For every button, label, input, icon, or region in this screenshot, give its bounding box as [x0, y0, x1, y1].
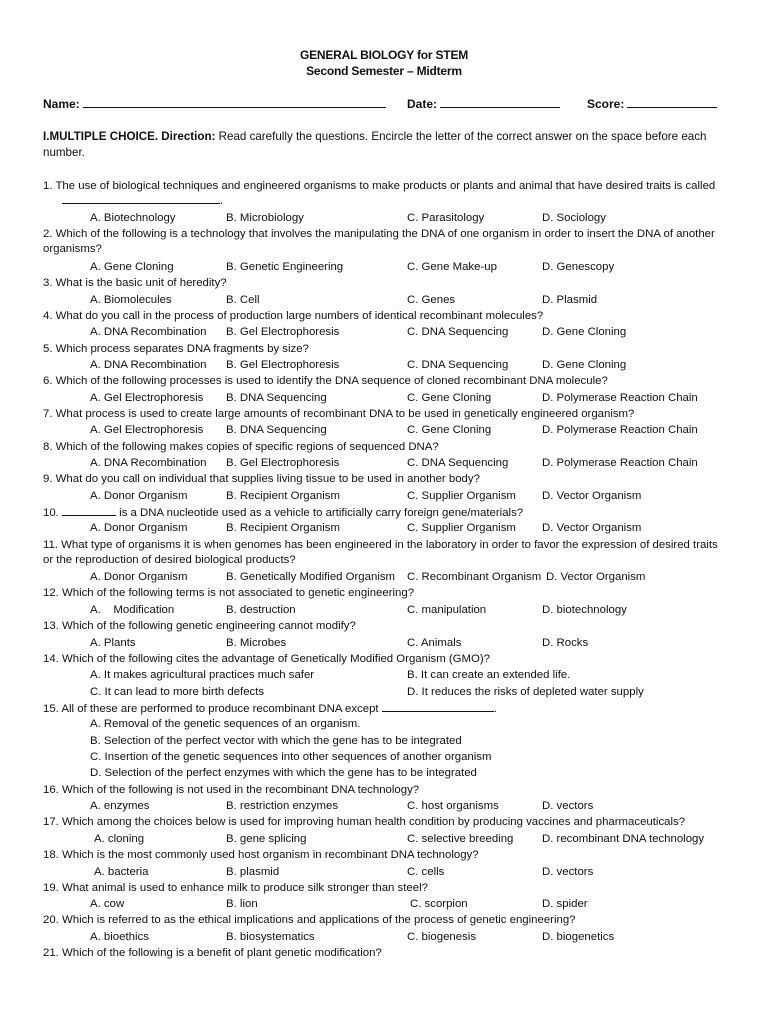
- q2-option-b[interactable]: B. Genetic Engineering: [226, 261, 344, 273]
- q4-option-a[interactable]: A. DNA Recombination: [90, 326, 207, 338]
- q4-option-d[interactable]: D. Gene Cloning: [542, 326, 627, 338]
- q2-option-d[interactable]: D. Genescopy: [542, 261, 615, 273]
- q17-option-a[interactable]: A. cloning: [94, 833, 145, 845]
- question-21: 21. Which of the following is a benefit of plant genetic modification?: [43, 947, 382, 959]
- score-label: Score:: [587, 97, 625, 111]
- question-12: 12. Which of the following terms is not associated to genetic engineering?: [43, 587, 415, 599]
- question-6: 6. Which of the following processes is used to identify the DNA sequence of cloned recombinant DNA molecule?: [43, 375, 608, 387]
- q13-option-c[interactable]: C. Animals: [407, 637, 462, 649]
- directions: [43, 129, 723, 161]
- q5-option-b[interactable]: B. Gel Electrophoresis: [226, 359, 340, 371]
- q18-option-d[interactable]: D. vectors: [542, 866, 594, 878]
- q20-option-a[interactable]: A. bioethics: [90, 931, 149, 943]
- question-10-text: is a DNA nucleotide used as a vehicle to artificially carry foreign gene/materials?: [116, 507, 524, 519]
- exam-title: GENERAL BIOLOGY for STEM: [299, 48, 469, 62]
- score-field[interactable]: [587, 96, 717, 111]
- question-15-text: 15. All of these are performed to produce recombinant DNA except: [43, 703, 382, 715]
- q17-option-c[interactable]: C. selective breeding: [407, 833, 514, 845]
- q13-option-b[interactable]: B. Microbes: [226, 637, 287, 649]
- question-16: 16. Which of the following is not used in the recombinant DNA technology?: [43, 784, 420, 796]
- q19-option-b[interactable]: B. lion: [226, 898, 258, 910]
- question-10-prefix: 10.: [43, 507, 62, 519]
- q14-option-b[interactable]: B. It can create an extended life.: [407, 669, 571, 681]
- q18-option-b[interactable]: B. plasmid: [226, 866, 280, 878]
- q4-option-c[interactable]: C. DNA Sequencing: [407, 326, 509, 338]
- q16-option-c[interactable]: C. host organisms: [407, 800, 499, 812]
- q15-option-c[interactable]: C. Insertion of the genetic sequences into other sequences of another organism: [90, 751, 492, 763]
- q13-option-a[interactable]: A. Plants: [90, 637, 136, 649]
- q6-option-d[interactable]: D. Polymerase Reaction Chain: [542, 392, 698, 404]
- q8-option-b[interactable]: B. Gel Electrophoresis: [226, 457, 340, 469]
- q2-option-a[interactable]: A. Gene Cloning: [90, 261, 174, 273]
- question-8: 8. Which of the following makes copies of specific regions of sequenced DNA?: [43, 441, 439, 453]
- q1-option-c[interactable]: C. Parasitology: [407, 212, 485, 224]
- q17-option-d[interactable]: D. recombinant DNA technology: [542, 833, 705, 845]
- q12-option-a[interactable]: A. Modification: [90, 604, 175, 616]
- question-1: 1. The use of biological techniques and engineered organisms to make products or plants and animal that have desired traits is called: [43, 180, 716, 192]
- question-18: 18. Which is the most commonly used host organism in recombinant DNA technology?: [43, 849, 479, 861]
- question-13: 13. Which of the following genetic engineering cannot modify?: [43, 620, 356, 632]
- q3-option-b[interactable]: B. Cell: [226, 294, 260, 306]
- q3-option-a[interactable]: A. Biomolecules: [90, 294, 172, 306]
- q11-option-b[interactable]: B. Genetically Modified Organism: [226, 571, 396, 583]
- directions-heading: I.MULTIPLE CHOICE. Direction:: [43, 130, 216, 143]
- q12-option-b[interactable]: B. destruction: [226, 604, 296, 616]
- q17-option-b[interactable]: B. gene splicing: [226, 833, 307, 845]
- q14-option-c[interactable]: C. It can lead to more birth defects: [90, 686, 265, 698]
- question-11: 11. What type of organisms it is when genomes has been engineered in the laboratory in order to favor the expression of desired traits or the reproduction of desired biological products?: [43, 539, 718, 566]
- q14-option-a[interactable]: A. It makes agricultural practices much safer: [90, 669, 315, 681]
- question-5: 5. Which process separates DNA fragments by size?: [43, 343, 309, 355]
- q16-option-a[interactable]: A. enzymes: [90, 800, 150, 812]
- q4-option-b[interactable]: B. Gel Electrophoresis: [226, 326, 340, 338]
- q10-option-b[interactable]: B. Recipient Organism: [226, 522, 340, 534]
- directions-text: Read carefully the questions. Encircle the letter of the correct answer on the space before each number.: [43, 130, 707, 159]
- name-blank[interactable]: [83, 96, 386, 108]
- question-3: 3. What is the basic unit of heredity?: [43, 277, 227, 289]
- q7-option-c[interactable]: C. Gene Cloning: [407, 424, 492, 436]
- q9-option-b[interactable]: B. Recipient Organism: [226, 490, 340, 502]
- date-label: Date:: [407, 97, 438, 111]
- q15-option-a[interactable]: A. Removal of the genetic sequences of an organism.: [90, 718, 361, 730]
- q19-option-a[interactable]: A. cow: [90, 898, 125, 910]
- q10-option-a[interactable]: A. Donor Organism: [90, 522, 188, 534]
- q12-option-d[interactable]: D. biotechnology: [542, 604, 627, 616]
- question-7: 7. What process is used to create large amounts of recombinant DNA to be used in genetically engineered organism?: [43, 408, 635, 420]
- q16-option-b[interactable]: B. restriction enzymes: [226, 800, 339, 812]
- answer-blank-1[interactable]: .: [62, 193, 223, 209]
- q20-option-b[interactable]: B. biosystematics: [226, 931, 315, 943]
- q5-option-a[interactable]: A. DNA Recombination: [90, 359, 207, 371]
- q15-option-b[interactable]: B. Selection of the perfect vector with which the gene has to be integrated: [90, 735, 462, 747]
- q7-option-b[interactable]: B. DNA Sequencing: [226, 424, 327, 436]
- q8-option-a[interactable]: A. DNA Recombination: [90, 457, 207, 469]
- name-label: Name:: [43, 97, 80, 111]
- q11-option-a[interactable]: A. Donor Organism: [90, 571, 188, 583]
- question-2: 2. Which of the following is a technology that involves the manipulating the DNA of one organism in order to insert the DNA of another organisms?: [43, 228, 715, 255]
- q12-option-c[interactable]: C. manipulation: [407, 604, 487, 616]
- question-14: 14. Which of the following cites the advantage of Genetically Modified Organism (GMO)?: [43, 653, 490, 665]
- date-field[interactable]: [407, 96, 560, 111]
- score-blank[interactable]: [627, 96, 717, 108]
- q3-option-c[interactable]: C. Genes: [407, 294, 456, 306]
- q11-option-c[interactable]: C. Recombinant Organism: [407, 571, 542, 583]
- q6-option-a[interactable]: A. Gel Electrophoresis: [90, 392, 204, 404]
- question-20: 20. Which is referred to as the ethical implications and applications of the process of genetic engineering?: [43, 914, 576, 926]
- q20-option-d[interactable]: D. biogenetics: [542, 931, 615, 943]
- q14-option-d[interactable]: D. It reduces the risks of depleted water supply: [407, 686, 644, 698]
- q9-option-d[interactable]: D. Vector Organism: [542, 490, 642, 502]
- q13-option-d[interactable]: D. Rocks: [542, 637, 589, 649]
- q19-option-c[interactable]: C. scorpion: [410, 898, 468, 910]
- q5-option-d[interactable]: D. Gene Cloning: [542, 359, 627, 371]
- question-17: 17. Which among the choices below is used for improving human health condition by producing vaccines and pharmaceuticals?: [43, 816, 686, 828]
- q1-option-d[interactable]: D. Sociology: [542, 212, 606, 224]
- q18-option-c[interactable]: C. cells: [407, 866, 445, 878]
- question-15-suffix: .: [493, 703, 497, 715]
- q8-option-c[interactable]: C. DNA Sequencing: [407, 457, 509, 469]
- q1-option-a[interactable]: A. Biotechnology: [90, 212, 176, 224]
- q16-option-d[interactable]: D. vectors: [542, 800, 594, 812]
- q7-option-a[interactable]: A. Gel Electrophoresis: [90, 424, 204, 436]
- q19-option-d[interactable]: D. spider: [542, 898, 588, 910]
- q15-option-d[interactable]: D. Selection of the perfect enzymes with which the gene has to be integrated: [90, 767, 477, 779]
- q9-option-c[interactable]: C. Supplier Organism: [407, 490, 516, 502]
- q20-option-c[interactable]: C. biogenesis: [407, 931, 477, 943]
- name-field[interactable]: [43, 96, 386, 111]
- q6-option-c[interactable]: C. Gene Cloning: [407, 392, 492, 404]
- q18-option-a[interactable]: A. bacteria: [94, 866, 149, 878]
- question-15-blank[interactable]: [382, 701, 494, 712]
- question-19: 19. What animal is used to enhance milk to produce silk stronger than steel?: [43, 882, 428, 894]
- q2-option-c[interactable]: C. Gene Make-up: [407, 261, 497, 273]
- q10-option-d[interactable]: D. Vector Organism: [542, 522, 642, 534]
- q7-option-d[interactable]: D. Polymerase Reaction Chain: [542, 424, 698, 436]
- q8-option-d[interactable]: D. Polymerase Reaction Chain: [542, 457, 698, 469]
- question-10-blank[interactable]: [62, 505, 116, 516]
- q3-option-d[interactable]: D. Plasmid: [542, 294, 598, 306]
- q10-option-c[interactable]: C. Supplier Organism: [407, 522, 516, 534]
- question-4: 4. What do you call in the process of production large numbers of identical recombinant molecules?: [43, 310, 544, 322]
- question-15: [43, 701, 497, 717]
- exam-subtitle: Second Semester – Midterm: [306, 64, 462, 78]
- date-blank[interactable]: [440, 96, 560, 108]
- q6-option-b[interactable]: B. DNA Sequencing: [226, 392, 327, 404]
- q5-option-c[interactable]: C. DNA Sequencing: [407, 359, 509, 371]
- q11-option-d[interactable]: D. Vector Organism: [546, 571, 646, 583]
- question-9: 9. What do you call on individual that supplies living tissue to be used in another body?: [43, 473, 480, 485]
- q1-option-b[interactable]: B. Microbiology: [226, 212, 304, 224]
- q9-option-a[interactable]: A. Donor Organism: [90, 490, 188, 502]
- question-10: [43, 505, 523, 521]
